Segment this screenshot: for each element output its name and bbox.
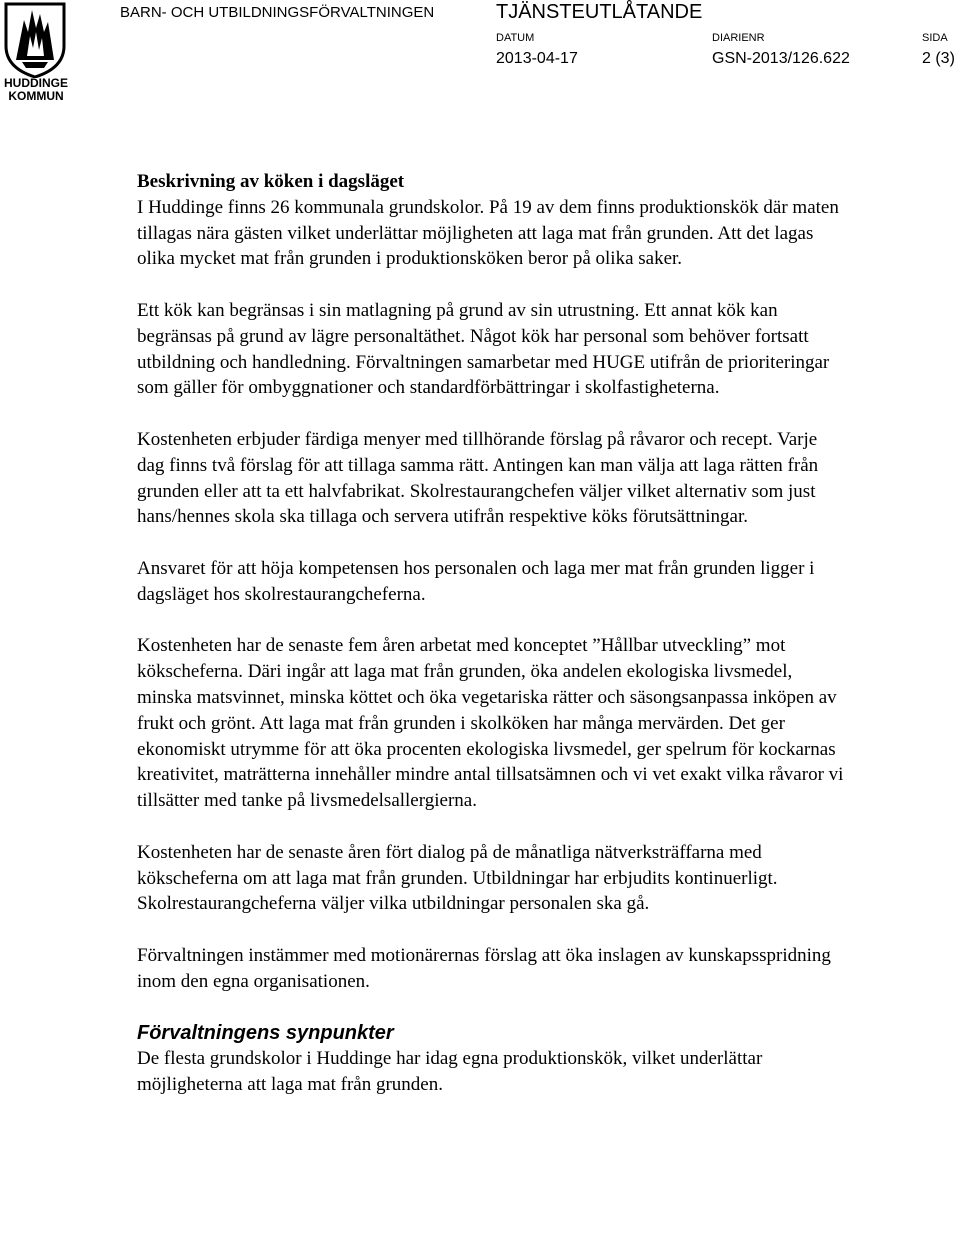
paragraph-agreement: Förvaltningen instämmer med motionärernas förslag att öka inslagen av kunskapsspridning inom den egna organisationen. <box>137 944 831 992</box>
municipal-coat-of-arms-icon <box>2 2 68 78</box>
section-heading-viewpoints: Förvaltningens synpunkter <box>137 1022 394 1045</box>
date-value: 2013-04-17 <box>496 50 578 67</box>
paragraph-limitations: Ett kök kan begränsas i sin matlagning på grund av sin utrustning. Ett annat kök kan begränsas på grund av lägre personaltäthet. Något kök har personal som behöver fortsatt utbildning och handledning. Förvaltningen samarbetar med HUGE utifrån de prioriteringar som gäller för ombyggnationer och standardförbättringar i skolfastigheterna. <box>137 299 830 399</box>
department-name: BARN- OCH UTBILDNINGSFÖRVALTNINGEN <box>120 4 435 21</box>
logo-word-2: KOMMUN <box>8 89 64 103</box>
paragraph-intro: I Huddinge finns 26 kommunala grundskolor. På 19 av dem finns produktionskök där maten tillagas nära gästen vilket underlättar möjligheten att laga mat från grunden. Att det lagas olika mycket mat från grunden i produktionsköken beror på olika saker. <box>137 196 839 270</box>
paragraph-responsibility: Ansvaret för att höja kompetensen hos personalen och laga mer mat från grunden ligger i dagsläget hos skolrestaurangcheferna. <box>137 557 815 605</box>
section-heading-kitchens: Beskrivning av köken i dagsläget <box>137 171 405 192</box>
logo-word-1: HUDDINGE <box>3 76 68 90</box>
page-number: 2 (3) <box>922 50 955 67</box>
document-body <box>137 169 847 1098</box>
document-type: TJÄNSTEUTLÅTANDE <box>496 1 703 23</box>
logo-wordmark <box>0 77 72 103</box>
paragraph-menus: Kostenheten erbjuder färdiga menyer med tillhörande förslag på råvaror och recept. Varje dag finns två förslag för att tillaga samma rätt. Antingen kan man välja att laga rätten från grunden eller att ta ett halvfabrikat. Skolrestaurangchefen väljer vilket alternativ som just hans/hennes skola ska tillaga och servera utifrån respektive köks förutsättningar. <box>137 428 819 528</box>
paragraph-dialog: Kostenheten har de senaste åren fört dialog på de månatliga nätverksträffarna med kökscheferna om att laga mat från grunden. Utbildningar har erbjudits kontinuerligt. Skolrestaurangcheferna väljer vilka utbildningar personalen ska gå. <box>137 841 778 915</box>
paragraph-sustainability: Kostenheten har de senaste fem åren arbetat med konceptet ”Hållbar utveckling” mot kökscheferna. Däri ingår att laga mat från grunden, öka andelen ekologiska livsmedel, minska matsvinnet, minska köttet och öka vegetariska rätter och säsongsanpassa inköpen av frukt och grönt. Att laga mat från grunden i skolköken har många mervärden. Det ger ekonomiskt utrymme för att öka procenten ekologiska livsmedel, ger spelrum för kockarnas kreativitet, maträtterna innehåller mindre antal tillsatsämnen och vi vet exakt vilka råvaror vi tillsätter med tanke på livsmedelsallergierna. <box>137 635 844 812</box>
date-label: DATUM <box>496 32 535 44</box>
registry-label: DIARIENR <box>712 32 765 44</box>
paragraph-viewpoints: De flesta grundskolor i Huddinge har idag egna produktionskök, vilket underlättar möjligheterna att laga mat från grunden. <box>137 1048 763 1096</box>
registry-value: GSN-2013/126.622 <box>712 50 850 67</box>
page-label: SIDA <box>922 32 948 44</box>
